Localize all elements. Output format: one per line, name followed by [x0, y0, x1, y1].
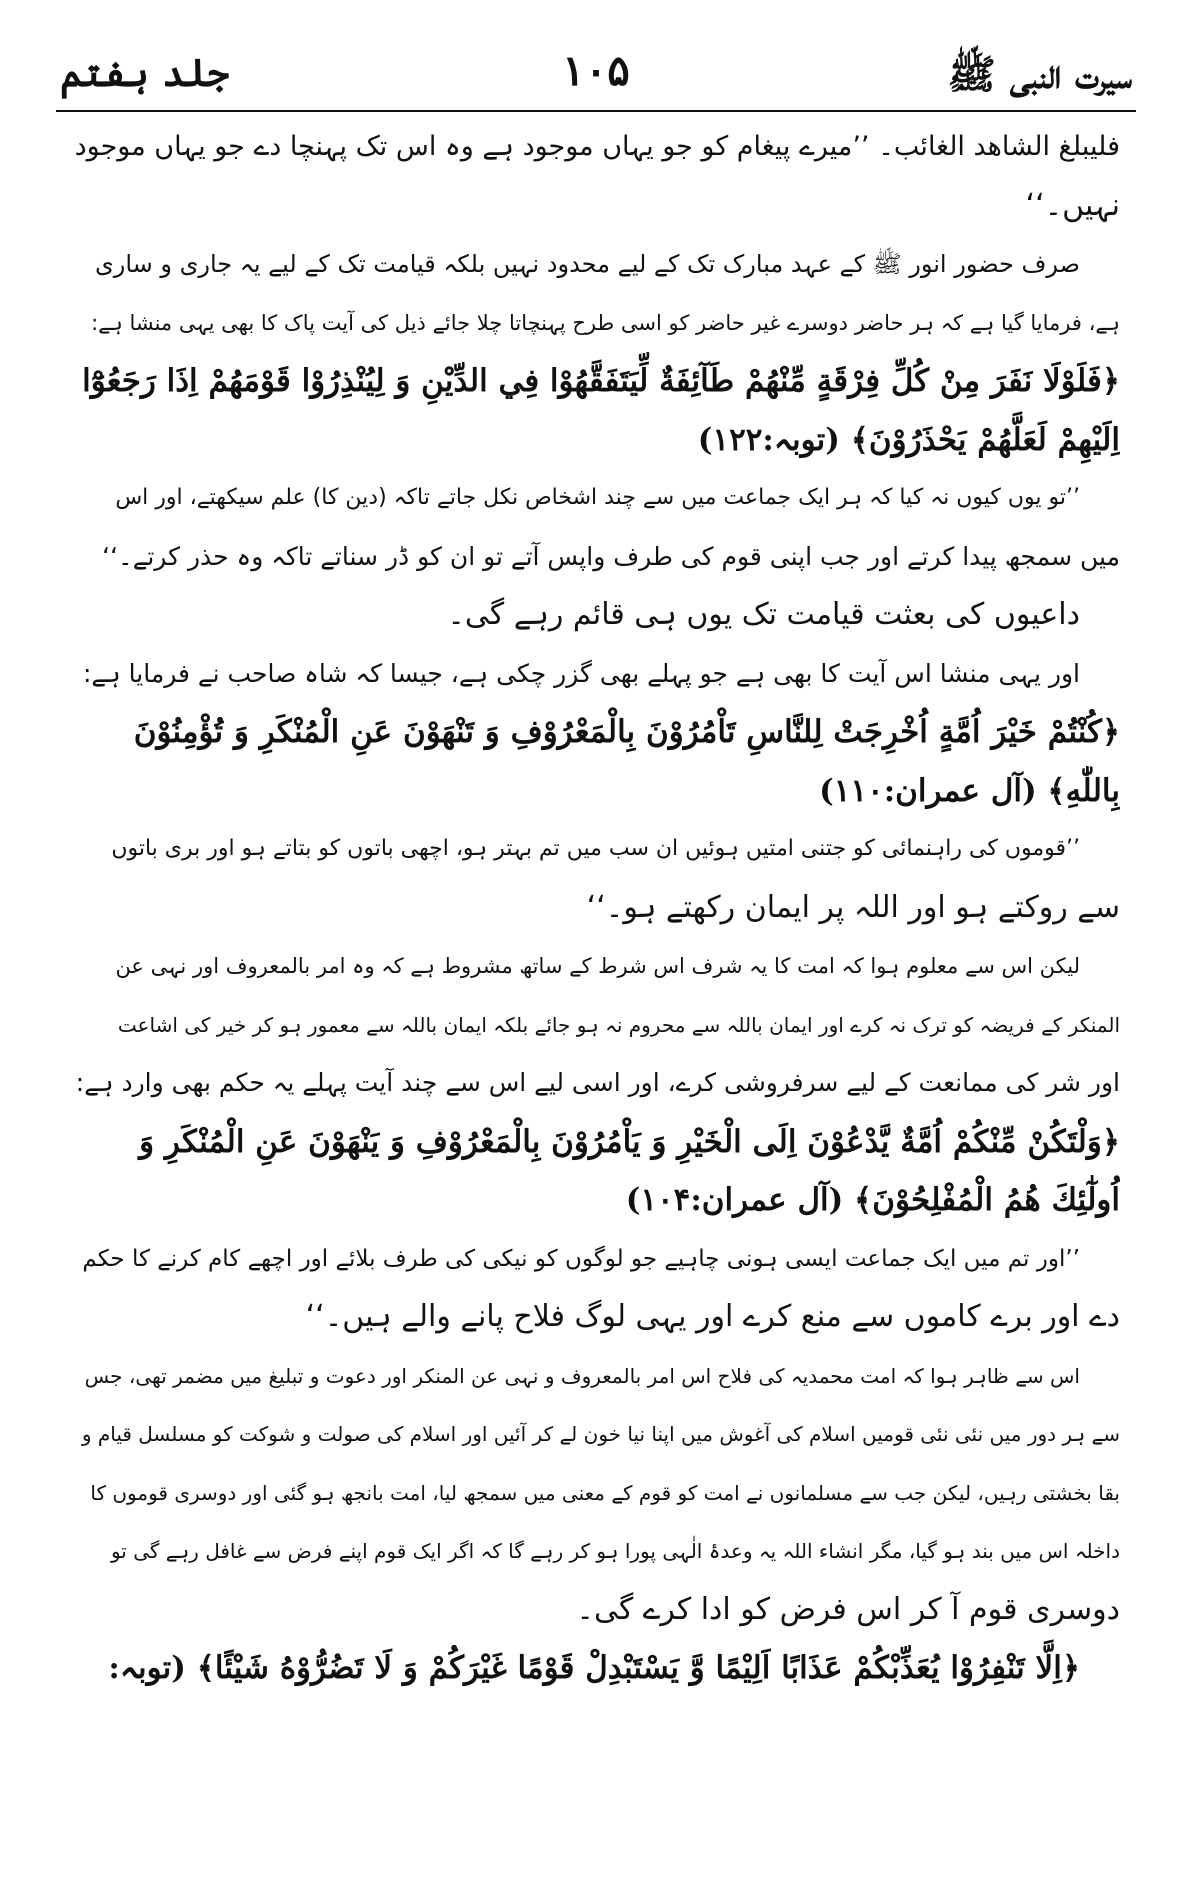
text-line: دے اور برے کاموں سے منع کرے اور یہی لوگ فلاح پانے والے ہیں۔‘‘ [305, 1299, 1120, 1334]
text-line: داخلہ اس میں بند ہو گیا، مگر انشاء اللہ یہ وعدۂ الٰہی پورا ہو کر رہے گا کہ اگر ایک قوم اپنے فرض سے غافل رہے گی تو [110, 1539, 1120, 1563]
book-title: سیرت النبی ﷺ [947, 51, 1132, 98]
text-line: اس سے ظاہر ہوا کہ امت محمدیہ کی فلاح اس امر بالمعروف و نہی عن المنکر اور دعوت و تبلیغ میں مضمر تھی، جس [84, 1363, 1080, 1388]
text-line: سے ہر دور میں نئی نئی قومیں اسلام کی آغوش میں اپنا نیا خون لے کر آئیں اور اسلام کی صولت و شوکت کو مسلسل قیام و [81, 1422, 1120, 1446]
text-line: صرف حضور انور ﷺ کے عہد مبارک تک کے لیے محدود نہیں بلکہ قیامت تک کے لیے یہ جاری و ساری [94, 250, 1080, 278]
page-number: ۱۰۵ [562, 46, 630, 95]
text-line: ہے، فرمایا گیا ہے کہ ہر حاضر دوسرے غیر حاضر کو اسی طرح پہنچاتا چلا جائے ذیل کی آیت پاک کا بھی یہی منشا ہے: [91, 310, 1120, 335]
text-line: سے روکتے ہو اور اللہ پر ایمان رکھتے ہو۔‘‘ [586, 889, 1120, 925]
quran-verse-line: ﴿وَلْتَكُنْ مِّنْكُمْ اُمَّةٌ يَّدْعُوْنَ اِلَى الْخَيْرِ وَ يَاْمُرُوْنَ بِالْمَعْرُوْفِ وَ يَنْهَوْنَ عَنِ الْمُنْكَرِ وَ [139, 1123, 1120, 1160]
volume-label: جلد ہفتم [60, 50, 230, 95]
quran-verse-line: ﴿اِلَّا تَنْفِرُوْا يُعَذِّبْكُمْ عَذَابًا اَلِيْمًا وَّ يَسْتَبْدِلْ قَوْمًا غَيْرَكُمْ وَ لَا تَضُرُّوْهُ شَيْئًا﴾ (توبہ: [108, 1650, 1080, 1686]
text-line: نہیں۔‘‘ [1025, 187, 1120, 223]
page-header [60, 42, 1132, 112]
text-line: ’’قوموں کی راہنمائی کو جتنی امتیں ہوئیں ان سب میں تم بہتر ہو، اچھی باتوں کو بتاتے ہو اور بری باتوں [111, 836, 1080, 861]
text-line: ’’اور تم میں ایک جماعت ایسی ہونی چاہیے جو لوگوں کو نیکی کی طرف بلائے اور اچھے کام کرنے کا حکم [82, 1245, 1080, 1272]
text-line: لیکن اس سے معلوم ہوا کہ امت کا یہ شرف اس شرط کے ساتھ مشروط ہے کہ وہ امر بالمعروف اور نہی عن [115, 954, 1080, 978]
page-body [72, 118, 1120, 1698]
text-line: المنکر کے فریضہ کو ترک نہ کرے اور ایمان باللہ سے محروم نہ ہو جائے بلکہ ایمان باللہ سے معمور ہو کر خیر کی اشاعت [117, 1012, 1120, 1037]
quran-verse-line: اُولٰٓئِكَ هُمُ الْمُفْلِحُوْنَ﴾ (آل عمران:۱۰۴) [625, 1182, 1120, 1218]
quran-verse-line: اِلَيْهِمْ لَعَلَّهُمْ يَحْذَرُوْنَ﴾ (توبہ:۱۲۲) [697, 421, 1120, 458]
text-line: دوسری قوم آ کر اس فرض کو ادا کرے گی۔ [576, 1591, 1120, 1627]
quran-verse-line: بِاللّٰهِ﴾ (آل عمران:۱۱۰) [819, 772, 1120, 809]
text-line: داعیوں کی بعثت قیامت تک یوں ہی قائم رہے گی۔ [447, 597, 1080, 632]
text-line: اور یہی منشا اس آیت کا بھی ہے جو پہلے بھی گزر چکی ہے، جیسا کہ شاہ صاحب نے فرمایا ہے: [82, 658, 1080, 688]
text-line: بقا بخشتی رہیں، لیکن جب سے مسلمانوں نے امت کو قوم کے معنی میں سمجھ لیا، امت بانجھ ہو گئی اور دوسری قوموں کا [90, 1480, 1120, 1505]
quran-verse-line: ﴿كُنْتُمْ خَيْرَ اُمَّةٍ اُخْرِجَتْ لِلنَّاسِ تَاْمُرُوْنَ بِالْمَعْرُوْفِ وَ تَنْهَوْنَ عَنِ الْمُنْكَرِ وَ تُؤْمِنُوْنَ [133, 714, 1120, 750]
text-line: اور شر کی ممانعت کے لیے سرفروشی کرے، اور اسی لیے اس سے چند آیت پہلے یہ حکم بھی وارد ہے: [75, 1068, 1120, 1097]
text-line: ’’تو یوں کیوں نہ کیا کہ ہر ایک جماعت میں سے چند اشخاص نکل جاتے تاکہ (دین کا) علم سیکھتے، اور اس [115, 485, 1080, 510]
quran-verse-line: ﴿فَلَوْلَا نَفَرَ مِنْ كُلِّ فِرْقَةٍ مِّنْهُمْ طَآئِفَةٌ لِّيَتَفَقَّهُوْا فِي الدِّيْنِ وَ لِيُنْذِرُوْا قَوْمَهُمْ اِذَا رَجَعُوْٓا [82, 363, 1120, 399]
header-divider [56, 110, 1136, 112]
text-line: میں سمجھ پیدا کرتے اور جب اپنی قوم کی طرف واپس آتے تو ان کو ڈر سناتے تاکہ وہ حذر کرتے۔‘‘ [102, 541, 1120, 571]
text-line: فلیبلغ الشاهد الغائب۔ ’’میرے پیغام کو جو یہاں موجود ہے وہ اس تک پہنچا دے جو یہاں موجود [74, 131, 1120, 162]
